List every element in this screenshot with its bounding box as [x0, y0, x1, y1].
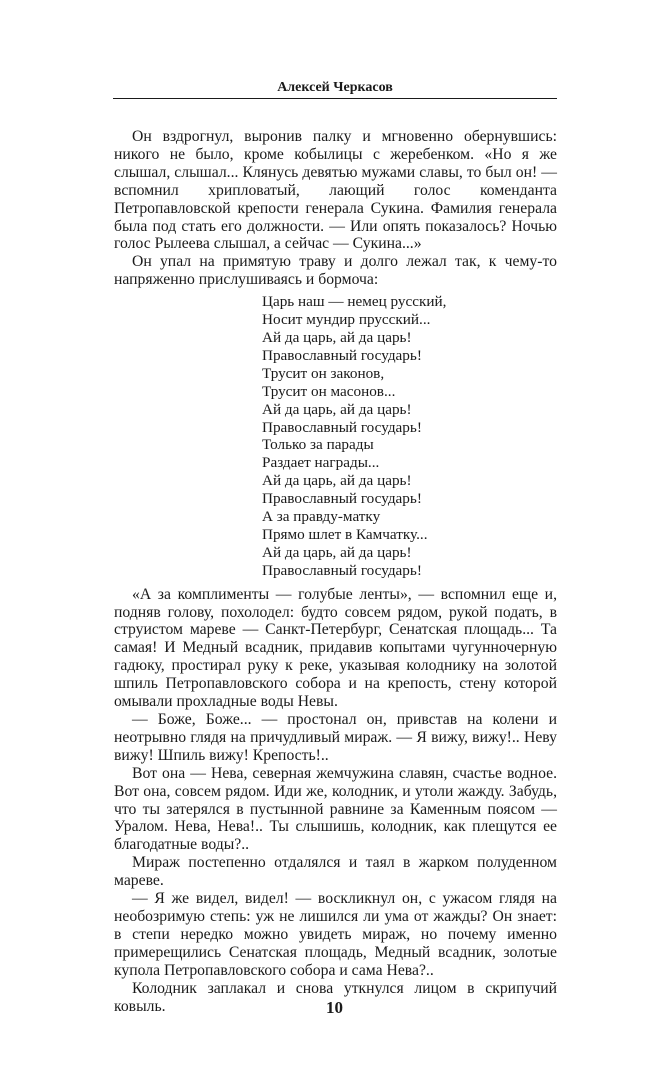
poem-line: Ай да царь, ай да царь!: [262, 472, 412, 490]
paragraph: Мираж постепенно отдалялся и таял в жарком полуденном мареве.: [114, 854, 557, 890]
page-number: 10: [326, 998, 343, 1017]
poem-line: Ай да царь, ай да царь!: [262, 543, 412, 561]
paragraph: — Я же видел, видел! — воскликнул он, с ужасом глядя на необозримую степь: уж не лишился ли ума от жажды? Он знает: в степи нередко можно увидеть мираж, но почему именно примерещились Сенатская площадь, Медный всадник, золотые купола Петропавловского собора и сама Нева?..: [114, 890, 557, 979]
poem-line: Только за парады: [262, 436, 374, 454]
poem-line: Православный государь!: [262, 561, 422, 579]
paragraph: Колодник заплакал и снова уткнулся лицом в скрипучий ковыль.: [114, 979, 557, 1015]
poem: [262, 293, 557, 580]
poem-line: Царь наш — немец русский,: [262, 293, 447, 311]
poem-line: Трусит он законов,: [262, 364, 385, 382]
poem-line: Православный государь!: [262, 346, 422, 364]
poem-line: Трусит он масонов...: [262, 382, 396, 400]
paragraph: — Боже, Боже... — простонал он, привстав на колени и неотрывно глядя на причудливый мираж. — Я вижу, вижу!.. Неву вижу! Шпиль вижу! Крепость!..: [114, 711, 557, 764]
poem-line: А за правду-матку: [262, 508, 381, 526]
paragraph: Он вздрогнул, выронив палку и мгновенно обернувшись: никого не было, кроме кобылицы с жеребенком. «Но я же слышал, слышал... Клянусь девятью мужами славы, то был он! — вспомнил хрипловатый, лающий голос коменданта Петропавловской крепости генерала Сукина. Фамилия генерала была под стать его должности. — Или опять показалось? Ночью голос Рылеева слышал, а сейчас — Сукина...»: [114, 128, 557, 253]
poem-line: Ай да царь, ай да царь!: [262, 328, 412, 346]
poem-line: Православный государь!: [262, 418, 422, 436]
poem-line: Носит мундир прусский...: [262, 311, 431, 329]
poem-line: Раздает награды...: [262, 454, 380, 472]
poem-line: Прямо шлет в Камчатку...: [262, 525, 428, 543]
running-header: Алексей Черкасов: [113, 78, 557, 99]
body-text: [114, 128, 557, 1015]
paragraph: Вот она — Нева, северная жемчужина славян, счастье водное. Вот она, совсем рядом. Иди же, колодник, и утоли жажду. Забудь, что ты затерялся в пустынной равнине за Каменным поясом — Уралом. Нева, Нева!.. Ты слышишь, колодник, как плещутся ее благодатные воды?..: [114, 764, 557, 854]
paragraph: Он упал на примятую траву и долго лежал так, к чему-то напряженно прислушиваясь и бормоча:: [114, 253, 557, 289]
poem-line: Православный государь!: [262, 490, 422, 508]
poem-line: Ай да царь, ай да царь!: [262, 400, 412, 418]
paragraph: «А за комплименты — голубые ленты», — вспомнил еще и, подняв голову, похолодел: будто совсем рядом, рукой подать, в струистом мареве — Санкт-Петербург, Сенатская площадь... Та самая! И Медный всадник, придавив копытами чугунночерную гадюку, простирал руку к реке, указывая колоднику на золотой шпиль Петропавловского собора и на крепость, стену которой омывали прохладные воды Невы.: [114, 585, 557, 711]
